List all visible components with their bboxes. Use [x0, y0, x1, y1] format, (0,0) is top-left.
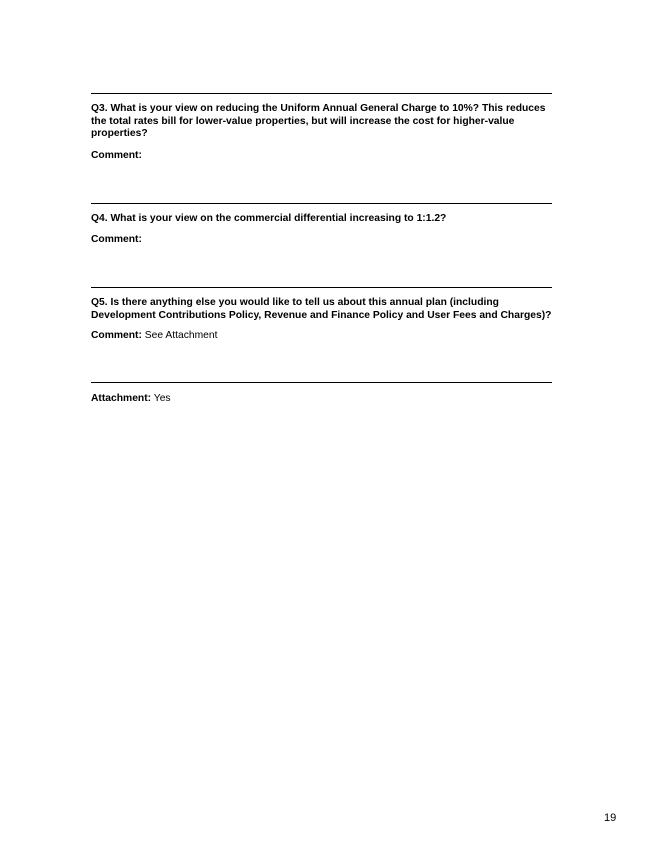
question-3-comment [91, 150, 142, 163]
comment-label: Comment: [91, 330, 142, 341]
attachment-label: Attachment: [91, 393, 152, 404]
attachment-row [91, 393, 171, 406]
page-number: 19 [604, 812, 617, 824]
question-4-text: Q4. What is your view on the commercial differential increasing to 1:1.2? [91, 213, 447, 224]
question-4-comment [91, 234, 142, 247]
divider-line [91, 203, 552, 204]
attachment-value: Yes [153, 393, 171, 404]
divider-line [91, 287, 552, 288]
question-5-text: Q5. Is there anything else you would like to tell us about this annual plan (including Development Contributions Policy, Revenue and Finance Policy and User Fees and Charges)? [91, 297, 552, 321]
comment-value: See Attachment [144, 330, 218, 341]
divider-line [91, 93, 552, 94]
comment-label: Comment: [91, 150, 142, 161]
question-5-comment [91, 330, 218, 343]
divider-line [91, 382, 552, 383]
comment-label: Comment: [91, 234, 142, 245]
question-3-text: Q3. What is your view on reducing the Uniform Annual General Charge to 10%? This reduces the total rates bill for lower-value properties, but will increase the cost for higher-value properties? [91, 103, 546, 140]
